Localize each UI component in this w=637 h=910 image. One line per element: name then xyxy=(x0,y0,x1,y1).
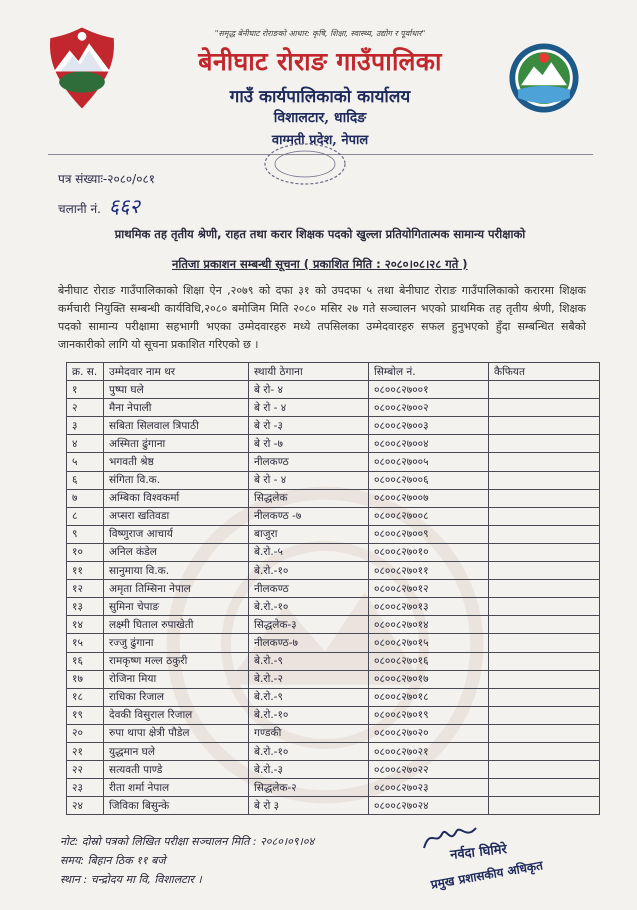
table-row xyxy=(67,381,600,399)
cell-symbol: ०८००८२७००२ xyxy=(369,399,489,417)
notice-subheading-text: नतिजा प्रकाशन सम्बन्धी सूचना ( प्रकाशित मिति : २०८०।०८।२८ गते ) xyxy=(172,257,468,271)
cell-name: अप्सरा खतिवडा xyxy=(104,507,249,525)
cell-name: सबिता सिलवाल त्रिपाठी xyxy=(104,417,249,435)
cell-address: सिद्धलेक-२ xyxy=(249,779,369,797)
cell-address: बे रो -३ xyxy=(249,417,369,435)
table-row xyxy=(67,580,600,598)
notice-heading: प्राथमिक तह तृतीय श्रेणी, राहत तथा करार शिक्षक पदको खुल्ला प्रतियोगितात्मक सामान्य परीक्षाको xyxy=(114,227,526,241)
cell-symbol: ०८००८२७०१० xyxy=(369,543,489,561)
cell-address: बे.रो.-१० xyxy=(249,598,369,616)
cell-address: नीलकण्ठ -७ xyxy=(249,507,369,525)
table-row xyxy=(67,616,600,634)
cell-name: रज्जु ढुंगाना xyxy=(104,634,249,652)
cell-remarks xyxy=(489,761,600,779)
cell-name: रुपा थापा क्षेत्री पौडेल xyxy=(104,724,249,742)
cell-address: सिद्धलेक-३ xyxy=(249,616,369,634)
cell-serial: २१ xyxy=(67,742,104,760)
cell-symbol: ०८००८२७०१५ xyxy=(369,634,489,652)
cell-name: भगवती श्रेष्ठ xyxy=(104,453,249,471)
cell-serial: २२ xyxy=(67,761,104,779)
table-row xyxy=(67,761,600,779)
cell-serial: १९ xyxy=(67,706,104,724)
cell-address: गण्डकी xyxy=(249,724,369,742)
column-header-name: उम्मेदवार नाम थर xyxy=(104,363,249,381)
table-row xyxy=(67,670,600,688)
cell-symbol: ०८००८२७००४ xyxy=(369,435,489,453)
cell-symbol: ०८००८२७००३ xyxy=(369,417,489,435)
cell-symbol: ०८००८२७००५ xyxy=(369,453,489,471)
cell-serial: ५ xyxy=(67,453,104,471)
cell-symbol: ०८००८२७०११ xyxy=(369,562,489,580)
table-row xyxy=(67,598,600,616)
table-row xyxy=(67,724,600,742)
cell-remarks xyxy=(489,580,600,598)
cell-address: बे.रो.-१० xyxy=(249,562,369,580)
notice-subheading xyxy=(172,257,468,272)
office-subtitle: गाउँ कार्यपालिकाको कार्यालय xyxy=(229,87,411,107)
cell-symbol: ०८००८२७०१८ xyxy=(369,688,489,706)
cell-serial: १० xyxy=(67,543,104,561)
notice-paragraph: बेनीघाट रोराङ गाउँपालिकाको शिक्षा ऐन ,२०७९ को दफा ३१ को उपदफा ५ तथा बेनीघाट रोराङ गाउँपालिकाको करारमा शिक्षक कर्मचारी नियुक्ति सम्बन्धी कार्यविधि,२०८० बमोजिम मिति २०८० मसिर २७ गते सञ्चालन भएको प्राथमिक तह तृतीय श्रेणी, शिक्षक पदको सामान्य परीक्षामा सहभागी भएका उम्मेदवारहरु मध्ये तपसिलका उम्मेदवारहरु सफल हुनुभएको हुँदा सम्बन्धित सबैको जानकारीको लागि यो सूचना प्रकाशित गरिएको छ । xyxy=(58,284,586,351)
cell-name: अम्बिका विश्वकर्मा xyxy=(104,489,249,507)
cell-serial: २० xyxy=(67,724,104,742)
cell-remarks xyxy=(489,381,600,399)
municipality-logo-icon xyxy=(508,42,580,114)
cell-serial: १ xyxy=(67,381,104,399)
cell-serial: ३ xyxy=(67,417,104,435)
cell-address: नीलकण्ठ xyxy=(249,453,369,471)
cell-symbol: ०८००८२७००९ xyxy=(369,525,489,543)
cell-name: जिविका बिसुन्के xyxy=(104,797,249,815)
table-row xyxy=(67,453,600,471)
cell-name: रोजिना मिया xyxy=(104,670,249,688)
cell-symbol: ०८००८२७०२० xyxy=(369,724,489,742)
cell-remarks xyxy=(489,797,600,815)
cell-symbol: ०८००८२७०१७ xyxy=(369,670,489,688)
cell-serial: २४ xyxy=(67,797,104,815)
cell-remarks xyxy=(489,652,600,670)
cell-address: बे रो ३ xyxy=(249,797,369,815)
results-table xyxy=(66,362,600,815)
cell-serial: १३ xyxy=(67,598,104,616)
column-header-address: स्थायी ठेगाना xyxy=(249,363,369,381)
cell-name: संगिता वि.क. xyxy=(104,471,249,489)
office-place: विशालटार, धादिङ xyxy=(273,110,367,126)
cell-serial: ६ xyxy=(67,471,104,489)
column-header-serial: क्र. स. xyxy=(67,363,104,381)
table-row xyxy=(67,634,600,652)
cell-serial: १२ xyxy=(67,580,104,598)
cell-symbol: ०८००८२७००१ xyxy=(369,381,489,399)
cell-serial: ७ xyxy=(67,489,104,507)
table-row xyxy=(67,417,600,435)
cell-address: बे.रो.-९ xyxy=(249,688,369,706)
table-row xyxy=(67,562,600,580)
footer-time: समय: बिहान ठिक ११ बजे xyxy=(60,854,166,867)
cell-name: युद्धमान घले xyxy=(104,742,249,760)
table-body xyxy=(67,381,600,815)
cell-name: देवकी विसुराल रिजाल xyxy=(104,706,249,724)
cell-name: राधिका रिजाल xyxy=(104,688,249,706)
cell-name: रामकृष्ण मल्ल ठकुरी xyxy=(104,652,249,670)
footer-note: नोट: दोस्रो पत्रको लिखित परीक्षा सञ्चालन मिति : २०८०।०९।०४ xyxy=(60,835,315,848)
cell-name: अनिल कंडेल xyxy=(104,543,249,561)
cell-remarks xyxy=(489,670,600,688)
cell-serial: ४ xyxy=(67,435,104,453)
cell-symbol: ०८००८२७०१९ xyxy=(369,706,489,724)
cell-remarks xyxy=(489,634,600,652)
cell-name: लक्ष्मी घिताल रुपाखेती xyxy=(104,616,249,634)
dispatch-number: ६६२ xyxy=(108,194,140,218)
cell-serial: ८ xyxy=(67,507,104,525)
cell-remarks xyxy=(489,543,600,561)
cell-serial: १४ xyxy=(67,616,104,634)
signatory-title: प्रमुख प्रशासकीय अधिकृत xyxy=(429,858,544,892)
cell-symbol: ०८००८२७००६ xyxy=(369,471,489,489)
footer-venue: स्थान : चन्द्रोदय मा वि, विशालटार । xyxy=(60,873,202,886)
cell-address: बे.रो.-३ xyxy=(249,761,369,779)
cell-address: बे.रो.-५ xyxy=(249,543,369,561)
cell-serial: १६ xyxy=(67,652,104,670)
cell-name: पुष्पा घले xyxy=(104,381,249,399)
cell-remarks xyxy=(489,706,600,724)
table-row xyxy=(67,797,600,815)
table-row xyxy=(67,435,600,453)
table-row xyxy=(67,742,600,760)
cell-remarks xyxy=(489,616,600,634)
cell-serial: १७ xyxy=(67,670,104,688)
cell-serial: २ xyxy=(67,399,104,417)
cell-symbol: ०८००८२७०२२ xyxy=(369,761,489,779)
office-name: बेनीघाट रोराङ गाउँपालिका xyxy=(198,47,442,76)
cell-remarks xyxy=(489,724,600,742)
cell-remarks xyxy=(489,507,600,525)
cell-symbol: ०८००८२७०१६ xyxy=(369,652,489,670)
cell-address: बे.रो.-१० xyxy=(249,742,369,760)
cell-name: रीता शर्मा नेपाल xyxy=(104,779,249,797)
cell-serial: ९ xyxy=(67,525,104,543)
cell-address: बे.रो.-१० xyxy=(249,706,369,724)
dispatch-label: चलानी नं. xyxy=(58,202,101,216)
cell-remarks xyxy=(489,688,600,706)
cell-name: अस्मिता ढुंगाना xyxy=(104,435,249,453)
cell-remarks xyxy=(489,399,600,417)
cell-address: बे रो - ४ xyxy=(249,471,369,489)
column-header-symbol: सिम्बोल नं. xyxy=(369,363,489,381)
table-row xyxy=(67,688,600,706)
cell-address: बे रो- ४ xyxy=(249,381,369,399)
column-header-remarks: कैफियत xyxy=(489,363,600,381)
table-row xyxy=(67,525,600,543)
cell-symbol: ०८००८२७०१२ xyxy=(369,580,489,598)
cell-remarks xyxy=(489,525,600,543)
table-row xyxy=(67,471,600,489)
table-row xyxy=(67,779,600,797)
cell-address: सिद्धलेक xyxy=(249,489,369,507)
cell-address: नीलकण्ठ-७ xyxy=(249,634,369,652)
dispatch-reference xyxy=(58,192,140,219)
signatory-name: नर्वदा घिमिरे xyxy=(449,842,508,863)
cell-address: बे.रो.-९ xyxy=(249,652,369,670)
cell-serial: ११ xyxy=(67,562,104,580)
table-header-row xyxy=(67,363,600,381)
cell-remarks xyxy=(489,435,600,453)
table-row xyxy=(67,507,600,525)
cell-symbol: ०८००८२७०१३ xyxy=(369,598,489,616)
cell-address: बे रो -७ xyxy=(249,435,369,453)
table-row xyxy=(67,489,600,507)
cell-address: बे रो - ४ xyxy=(249,399,369,417)
office-address: वाग्मती प्रदेश, नेपाल xyxy=(271,133,369,148)
cell-name: अमृता तिम्सिना नेपाल xyxy=(104,580,249,598)
nepal-emblem-icon xyxy=(38,24,126,112)
table-row xyxy=(67,706,600,724)
cell-serial: २३ xyxy=(67,779,104,797)
cell-symbol: ०८००८२७०२१ xyxy=(369,742,489,760)
cell-remarks xyxy=(489,598,600,616)
cell-remarks xyxy=(489,471,600,489)
cell-address: नीलकण्ठ xyxy=(249,580,369,598)
cell-serial: १५ xyxy=(67,634,104,652)
cell-name: मैना नेपाली xyxy=(104,399,249,417)
cell-remarks xyxy=(489,453,600,471)
cell-name: सत्यवती पाण्डे xyxy=(104,761,249,779)
tagline: "समृद्ध बेनीघाट रोराङको आधार: कृषि, शिक्षा, स्वास्थ्य, उद्योग र पूर्वाधार" xyxy=(214,29,426,38)
cell-address: बाजुरा xyxy=(249,525,369,543)
cell-remarks xyxy=(489,417,600,435)
cell-remarks xyxy=(489,489,600,507)
cell-remarks xyxy=(489,742,600,760)
cell-serial: १८ xyxy=(67,688,104,706)
cell-name: सुमिना चेपाङ xyxy=(104,598,249,616)
cell-name: विष्णुराज आचार्य xyxy=(104,525,249,543)
cell-symbol: ०८००८२७०२४ xyxy=(369,797,489,815)
cell-remarks xyxy=(489,562,600,580)
cell-symbol: ०८००८२७०१४ xyxy=(369,616,489,634)
table-row xyxy=(67,399,600,417)
cell-symbol: ०८००८२७०२३ xyxy=(369,779,489,797)
cell-symbol: ०८००८२७००८ xyxy=(369,507,489,525)
cell-symbol: ०८००८२७००७ xyxy=(369,489,489,507)
cell-remarks xyxy=(489,779,600,797)
office-stamp-icon xyxy=(260,140,350,188)
cell-address: बे.रो.-२ xyxy=(249,670,369,688)
letter-reference: पत्र संख्याः-२०८०/०८१ xyxy=(58,172,155,186)
table-row xyxy=(67,652,600,670)
cell-name: सानुमाया वि.क. xyxy=(104,562,249,580)
table-row xyxy=(67,543,600,561)
